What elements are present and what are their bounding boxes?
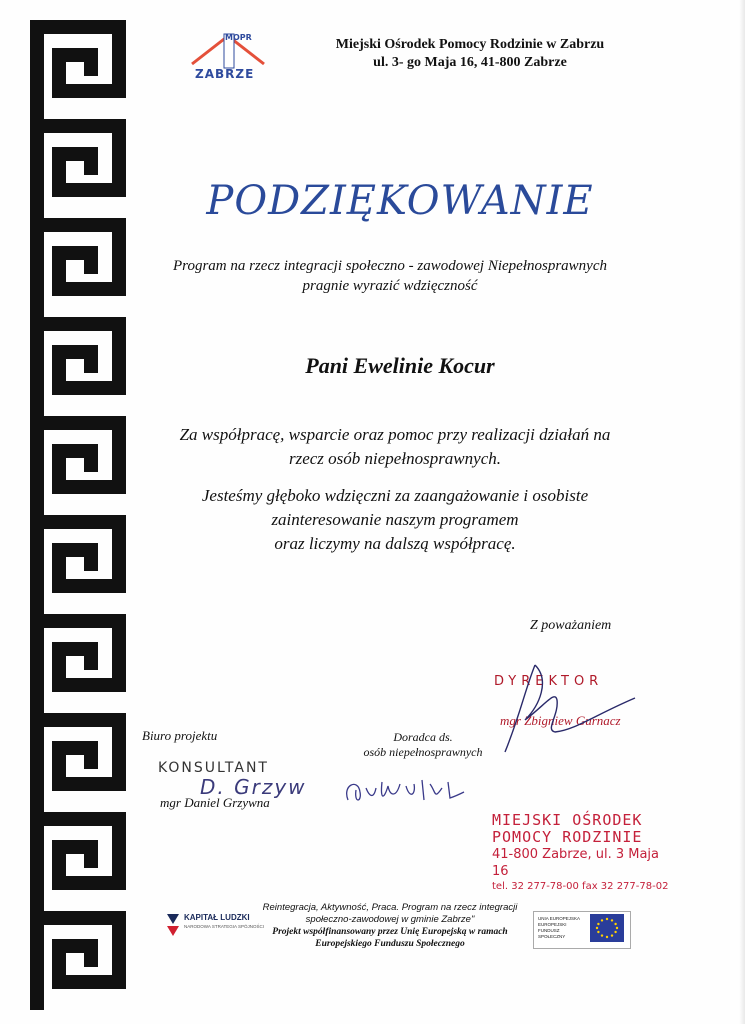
org-address: ul. 3- go Maja 16, 41-800 Zabrze xyxy=(373,55,567,70)
consultant-name: mgr Daniel Grzywna xyxy=(160,795,270,810)
director-title: DYREKTOR xyxy=(494,674,604,689)
subtitle xyxy=(120,256,660,296)
director-name: mgr Zbigniew Gurnacz xyxy=(500,713,621,728)
footer-bold: Projekt współfinansowany przez Unię Europejską w ramach xyxy=(272,927,508,937)
stamp-line: MIEJSKI OŚRODEK xyxy=(492,811,643,829)
org-name: Miejski Ośrodek Pomocy Rodzinie w Zabrzu xyxy=(335,37,605,52)
logo-text: ZABRZE xyxy=(195,67,255,81)
footer-line xyxy=(250,926,530,938)
stamp-phone: tel. 32 277-78-00 fax 32 277-78-02 xyxy=(492,881,669,892)
paragraph-line: oraz liczymy na dalszą współpracę. xyxy=(274,534,516,553)
kl-subtitle: NARODOWA STRATEGIA SPÓJNOŚCI xyxy=(184,924,265,929)
paragraph-line: rzecz osób niepełnosprawnych. xyxy=(288,449,501,468)
closing-regards: Z poważaniem xyxy=(530,618,612,633)
footer-line: Reintegracja, Aktywność, Praca. Program na rzecz integracji xyxy=(262,902,518,913)
footer-bold: Europejskiego Funduszu Społecznego xyxy=(315,939,465,949)
director-signature xyxy=(495,660,645,760)
project-office-label: Biuro projektu xyxy=(142,728,218,743)
subtitle-line: pragnie wyrazić wdzięczność xyxy=(302,278,478,294)
consultant-signature: D. Grzyw xyxy=(200,775,307,799)
recipient-name: Pani Ewelinie Kocur xyxy=(305,353,495,378)
greek-key-border xyxy=(30,20,130,1010)
advisor-signature xyxy=(340,770,470,810)
paragraph-line: Jesteśmy głęboko wdzięczni za zaangażowanie i osobiste xyxy=(201,486,589,505)
thanks-paragraph xyxy=(120,423,670,471)
stamp-line: POMOCY RODZINIE xyxy=(492,828,643,846)
footer-line xyxy=(250,938,530,950)
paper-edge xyxy=(739,0,745,1024)
eu-text: UNIA EUROPEJSKA EUROPEJSKI FUNDUSZ SPOŁECZNY xyxy=(538,916,580,939)
paragraph-line: zainteresowanie naszym programem xyxy=(271,510,519,529)
paragraph-line: Za współpracę, wsparcie oraz pomoc przy realizacji działań na xyxy=(179,425,611,444)
institution-stamp xyxy=(492,812,672,893)
stamp-address: 41-800 Zabrze, ul. 3 Maja 16 xyxy=(492,847,660,879)
advisor-line: Doradca ds. xyxy=(393,730,453,744)
footer-line: społeczno-zawodowej w gminie Zabrze" xyxy=(305,914,475,925)
logo-vertical-text: MOPR xyxy=(225,33,252,42)
consultant-title: KONSULTANT xyxy=(158,760,269,776)
advisor-label xyxy=(343,730,503,760)
subtitle-line: Program na rzecz integracji społeczno - zawodowej Niepełnosprawnych xyxy=(173,258,607,274)
kl-name: KAPITAŁ LUDZKI xyxy=(184,913,250,922)
gratitude-paragraph xyxy=(120,484,670,556)
certificate-title: PODZIĘKOWANIE xyxy=(206,178,594,224)
advisor-line: osób niepełnosprawnych xyxy=(363,745,483,759)
eu-flag-icon xyxy=(590,914,624,942)
organization-header xyxy=(300,36,640,72)
footer-text xyxy=(250,902,530,950)
